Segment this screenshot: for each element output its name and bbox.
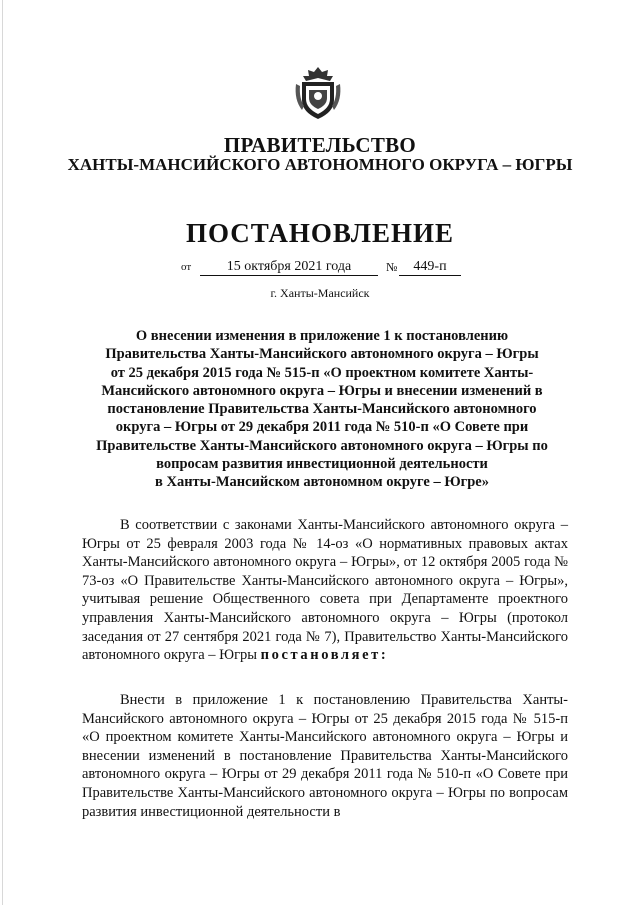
document-city: г. Ханты-Мансийск	[270, 286, 370, 300]
document-type: ПОСТАНОВЛЕНИЕ	[185, 218, 455, 248]
subject-line: Правительства Ханты-Мансийского автономного округа – Югры	[105, 346, 539, 363]
subject-line: вопросам развития инвестиционной деятельности	[156, 456, 488, 473]
subject-line: округа – Югры от 29 декабря 2011 года № 510-п «О Совете при	[115, 419, 529, 436]
from-label: от	[181, 261, 192, 273]
document-number: 449-п	[399, 259, 461, 276]
decree-word: постановляет:	[260, 647, 389, 664]
subject-line: Правительстве Ханты-Мансийского автономного округа – Югры по	[96, 437, 548, 454]
document-date: 15 октября 2021 года	[200, 259, 378, 276]
subject-line: от 25 декабря 2015 года № 515-п «О проектном комитете Ханты-	[110, 364, 534, 381]
subject-line: О внесении изменения в приложение 1 к постановлению	[135, 328, 509, 344]
subject-line: Мансийского автономного округа – Югры и внесении изменений в	[101, 382, 543, 399]
document-subject	[80, 327, 564, 492]
government-subtitle: ХАНТЫ-МАНСИЙСКОГО АВТОНОМНОГО ОКРУГА – ЮГРЫ	[67, 155, 573, 174]
body-paragraph-1	[82, 516, 568, 665]
subject-line: постановление Правительства Ханты-Мансийского автономного	[107, 401, 537, 418]
government-title: ПРАВИТЕЛЬСТВО	[223, 133, 417, 157]
body-paragraph-2	[82, 691, 568, 821]
number-label: №	[386, 260, 398, 274]
coat-of-arms-icon	[294, 66, 342, 120]
paragraph-text: В соответствии с законами Ханты-Мансийского автономного округа – Югры от 25 февраля 2003 года № 14-оз «О нормативных правовых актах Ханты-Мансийского автономного округа – Югры», от 12 октября 2005 года № 73-оз «О Правительстве Ханты-Мансийского автономного округа – Югры», учитывая решение Общественного совета при Департаменте проектного управления Ханты-Мансийского автономного округа – Югры (протокол заседания от 27 сентября 2021 года № 7), Правительство Ханты-Мансийского автономного округа – Югры	[82, 517, 568, 664]
paragraph-text: Внести в приложение 1 к постановлению Правительства Ханты-Мансийского автономного округа – Югры от 25 декабря 2015 года № 515-п «О проектном комитете Ханты-Мансийского автономного округа – Югры и внесении изменений в постановление Правительства Ханты-Мансийского автономного округа – Югры от 29 декабря 2011 года № 510-п «О Совете при Правительстве Ханты-Мансийского автономного округа – Югры по вопросам развития инвестиционной деятельности в	[82, 692, 568, 820]
subject-line: в Ханты-Мансийском автономном округе – Югре»	[155, 474, 489, 491]
